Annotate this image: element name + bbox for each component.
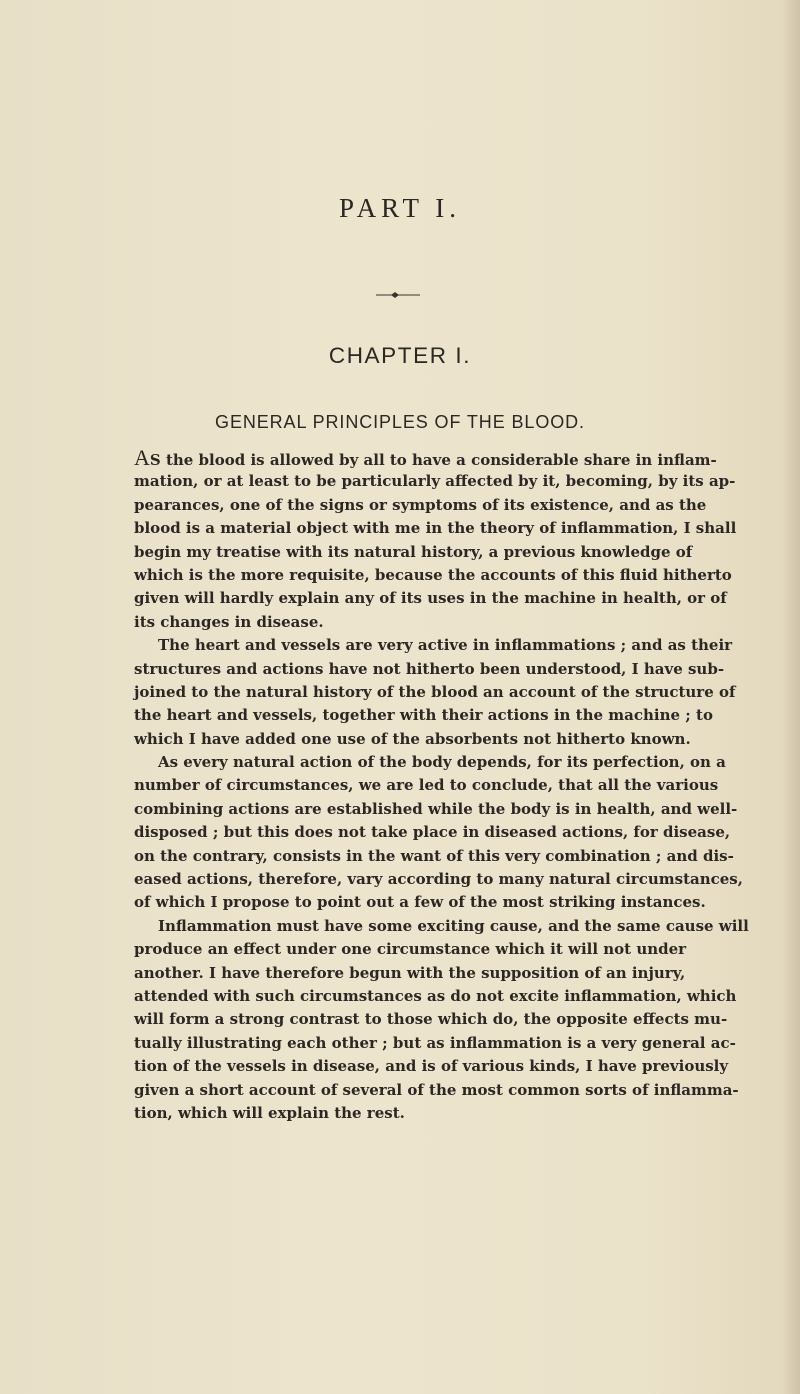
text-line: number of circumstances, we are led to conclude, that all the various — [134, 776, 719, 795]
text-line: joined to the natural history of the blood an account of the structure of — [134, 682, 736, 701]
text-line: Inflammation must have some exciting cause, and the same cause will — [158, 916, 749, 935]
section-heading: GENERAL PRINCIPLES OF THE BLOOD. — [215, 412, 585, 432]
paragraph — [134, 445, 737, 634]
text-line: eased actions, therefore, vary according to many natural circumstances, — [134, 870, 743, 889]
text-line: produce an effect under one circumstance which it will not under — [134, 940, 687, 959]
text-line: attended with such circumstances as do not excite inflammation, which — [134, 986, 737, 1005]
body-text — [134, 445, 749, 1125]
text-line: blood is a material object with me in the theory of inflammation, I shall — [134, 519, 737, 538]
text-line: mation, or at least to be particularly affected by it, becoming, by its ap- — [134, 472, 736, 491]
text-line: The heart and vessels are very active in inflammations ; and as their — [158, 636, 733, 655]
drop-cap: A — [134, 445, 150, 470]
text-line: of which I propose to point out a few of the most striking instances. — [134, 893, 706, 912]
text-line-rest: S the blood is allowed by all to have a considerable share in inflam- — [149, 451, 717, 469]
text-line: which I have added one use of the absorbents not hitherto known. — [134, 729, 691, 748]
part-title: PART I. — [339, 193, 461, 223]
text-line: tion, which will explain the rest. — [134, 1103, 405, 1122]
paragraph — [134, 634, 736, 751]
text-line: another. I have therefore begun with the supposition of an injury, — [134, 963, 686, 982]
text-line: As every natural action of the body depends, for its perfection, on a — [158, 753, 726, 772]
paragraph — [134, 751, 743, 915]
text-line: tion of the vessels in disease, and is of various kinds, I have previously — [134, 1057, 729, 1076]
paragraph — [134, 915, 749, 1126]
text-line — [134, 445, 717, 470]
text-line: begin my treatise with its natural history, a previous knowledge of — [134, 542, 693, 561]
text-line: pearances, one of the signs or symptoms of its existence, and as the — [134, 495, 707, 514]
text-line: which is the more requisite, because the accounts of this fluid hitherto — [134, 565, 732, 584]
text-line: tually illustrating each other ; but as inflammation is a very general ac- — [134, 1033, 736, 1052]
text-line: given a short account of several of the most common sorts of inflamma- — [134, 1080, 739, 1099]
text-line: will form a strong contrast to those which do, the opposite effects mu- — [134, 1010, 728, 1029]
text-line: the heart and vessels, together with their actions in the machine ; to — [134, 706, 713, 725]
text-line: structures and actions have not hitherto been understood, I have sub- — [134, 659, 725, 678]
text-line: given will hardly explain any of its uses in the machine in health, or of — [134, 589, 727, 608]
text-line: disposed ; but this does not take place in diseased actions, for disease, — [134, 823, 731, 842]
text-line: on the contrary, consists in the want of this very combination ; and dis- — [134, 846, 734, 865]
text-line: its changes in disease. — [134, 612, 324, 631]
divider-ornament — [376, 291, 420, 299]
chapter-title: CHAPTER I. — [328, 343, 472, 368]
text-line: combining actions are established while the body is in health, and well- — [134, 799, 738, 818]
